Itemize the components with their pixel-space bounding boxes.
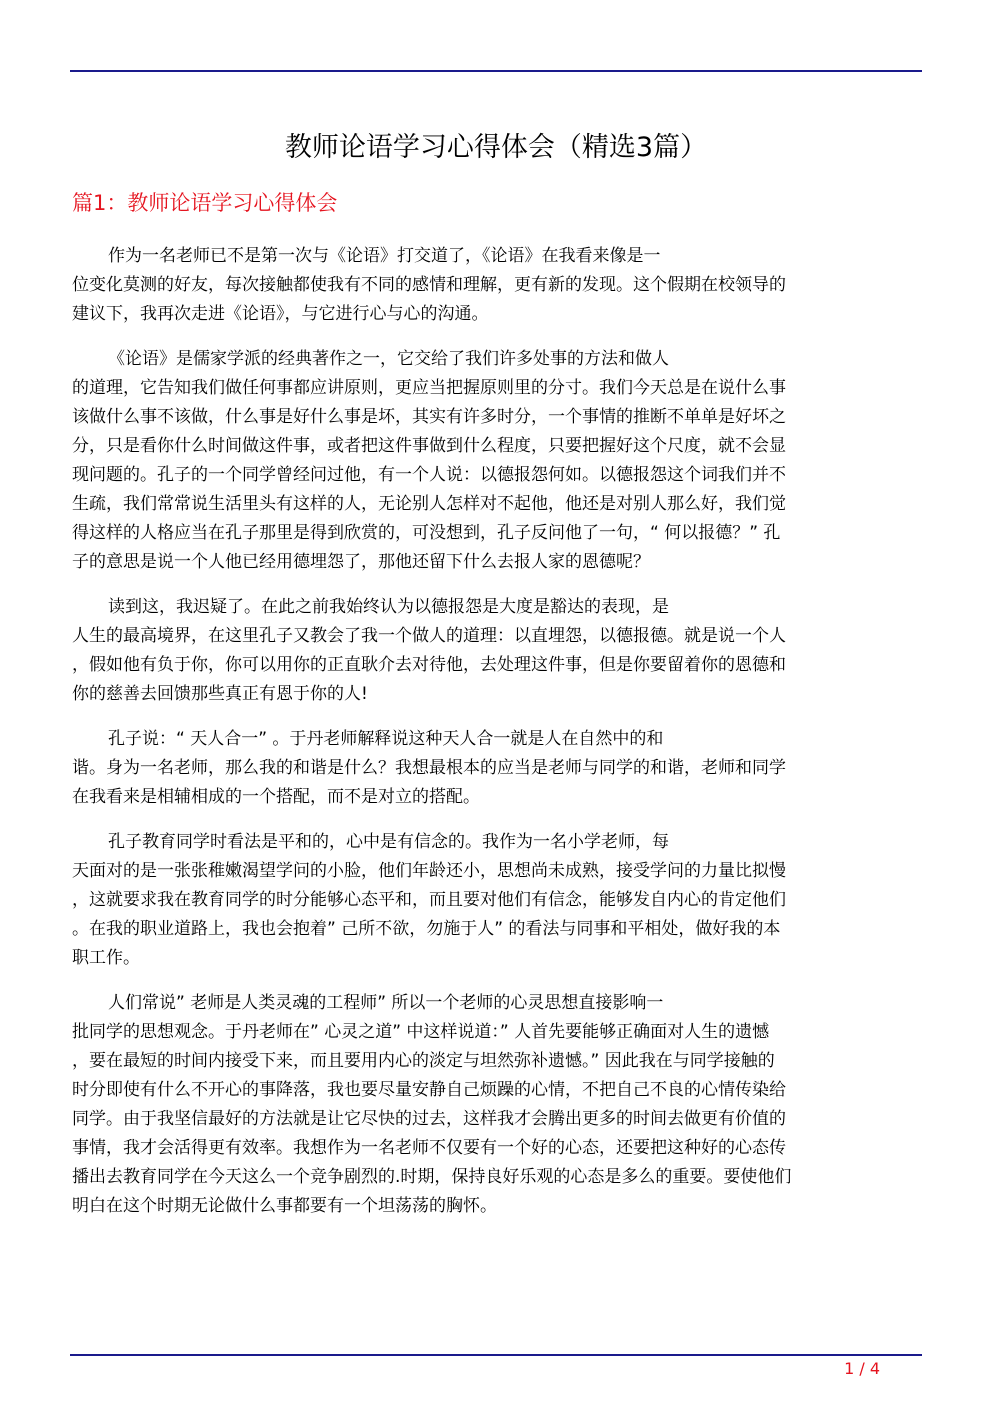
paragraph-line: 同学。由于我坚信最好的方法就是让它尽快的过去，这样我才会腾出更多的时间去做更有价值的 [72, 1109, 786, 1129]
paragraph-line: 你的慈善去回馈那些真正有恩于你的人! [72, 684, 368, 704]
paragraph-line: 孔子教育同学时看法是平和的，心中是有信念的。我作为一名小学老师，每 [108, 832, 669, 852]
paragraph-line: 谐。身为一名老师，那么我的和谐是什么？我想最根本的应当是老师与同学的和谐，老师和同学 [72, 758, 786, 778]
paragraph-line: ，要在最短的时间内接受下来，而且要用内心的淡定与坦然弥补遗憾。” 因此我在与同学接触的 [72, 1051, 775, 1071]
paragraph-line: 位变化莫测的好友，每次接触都使我有不同的感情和理解，更有新的发现。这个假期在校领导的 [72, 275, 786, 295]
paragraph-line: 《论语》是儒家学派的经典著作之一，它交给了我们许多处事的方法和做人 [108, 349, 669, 369]
paragraph-line: 孔子说：“ 天人合一” 。于丹老师解释说这种天人合一就是人在自然中的和 [108, 729, 664, 749]
paragraph-line: 批同学的思想观念。于丹老师在” 心灵之道” 中这样说道：” 人首先要能够正确面对人生的遗憾 [72, 1022, 770, 1042]
paragraph-line: 。在我的职业道路上，我也会抱着” 己所不欲，勿施于人” 的看法与同事和平相处，做好我的本 [72, 919, 781, 939]
paragraph-line: 生疏，我们常常说生活里头有这样的人，无论别人怎样对不起他，他还是对别人那么好，我们觉 [72, 494, 786, 514]
paragraph-line: 事情，我才会活得更有效率。我想作为一名老师不仅要有一个好的心态，还要把这种好的心态传 [72, 1138, 786, 1158]
paragraph-line: 人生的最高境界，在这里孔子又教会了我一个做人的道理：以直埋怨，以德报德。就是说一个人 [72, 626, 786, 646]
paragraph-line: 时分即使有什么不开心的事降落，我也要尽量安静自己烦躁的心情，不把自己不良的心情传染给 [72, 1080, 786, 1100]
paragraph-line: 天面对的是一张张稚嫩渴望学问的小脸，他们年龄还小，思想尚未成熟，接受学问的力量比拟慢 [72, 861, 786, 881]
paragraph [72, 593, 918, 709]
section-heading: 篇1：教师论语学习心得体会 [72, 191, 338, 215]
paragraph-line: 职工作。 [72, 948, 140, 968]
paragraph-line: 明白在这个时期无论做什么事都要有一个坦荡荡的胸怀。 [72, 1196, 497, 1216]
paragraph-line: 得这样的人格应当在孔子那里是得到欣赏的，可没想到，孔子反问他了一句，“ 何以报德？” 孔 [72, 523, 781, 543]
paragraph-line: 子的意思是说一个人他已经用德埋怨了，那他还留下什么去报人家的恩德呢？ [72, 552, 650, 572]
paragraph-line: ，假如他有负于你，你可以用你的正直耿介去对待他，去处理这件事，但是你要留着你的恩德和 [72, 655, 786, 675]
header-rule [70, 70, 922, 72]
paragraph-line: 分，只是看你什么时间做这件事，或者把这件事做到什么程度，只要把握好这个尺度，就不会显 [72, 436, 786, 456]
paragraph-line: 作为一名老师已不是第一次与《论语》打交道了，《论语》在我看来像是一 [108, 246, 661, 266]
paragraph [72, 725, 918, 812]
paragraph [72, 989, 918, 1221]
paragraph-line: 播出去教育同学在今天这么一个竞争剧烈的.时期，保持良好乐观的心态是多么的重要。要使他们 [72, 1167, 792, 1187]
paragraph [72, 242, 918, 329]
document-body [72, 242, 918, 1237]
paragraph [72, 345, 918, 577]
paragraph-line: 现问题的。孔子的一个同学曾经问过他，有一个人说：以德报怨何如。以德报怨这个词我们并不 [72, 465, 786, 485]
paragraph-line: 的道理，它告知我们做任何事都应讲原则，更应当把握原则里的分寸。我们今天总是在说什么事 [72, 378, 786, 398]
paragraph-line: ，这就要求我在教育同学的时分能够心态平和，而且要对他们有信念，能够发自内心的肯定他们 [72, 890, 786, 910]
page-number: 1 / 4 [844, 1359, 880, 1378]
paragraph-line: 人们常说” 老师是人类灵魂的工程师” 所以一个老师的心灵思想直接影响一 [108, 993, 664, 1013]
paragraph-line: 建议下，我再次走进《论语》，与它进行心与心的沟通。 [72, 304, 489, 324]
document-title: 教师论语学习心得体会（精选3篇） [284, 132, 708, 163]
footer-rule [70, 1354, 922, 1356]
paragraph-line: 在我看来是相辅相成的一个搭配，而不是对立的搭配。 [72, 787, 480, 807]
paragraph-line: 读到这，我迟疑了。在此之前我始终认为以德报怨是大度是豁达的表现，是 [108, 597, 669, 617]
paragraph [72, 828, 918, 973]
paragraph-line: 该做什么事不该做，什么事是好什么事是坏，其实有许多时分，一个事情的推断不单单是好坏之 [72, 407, 786, 427]
